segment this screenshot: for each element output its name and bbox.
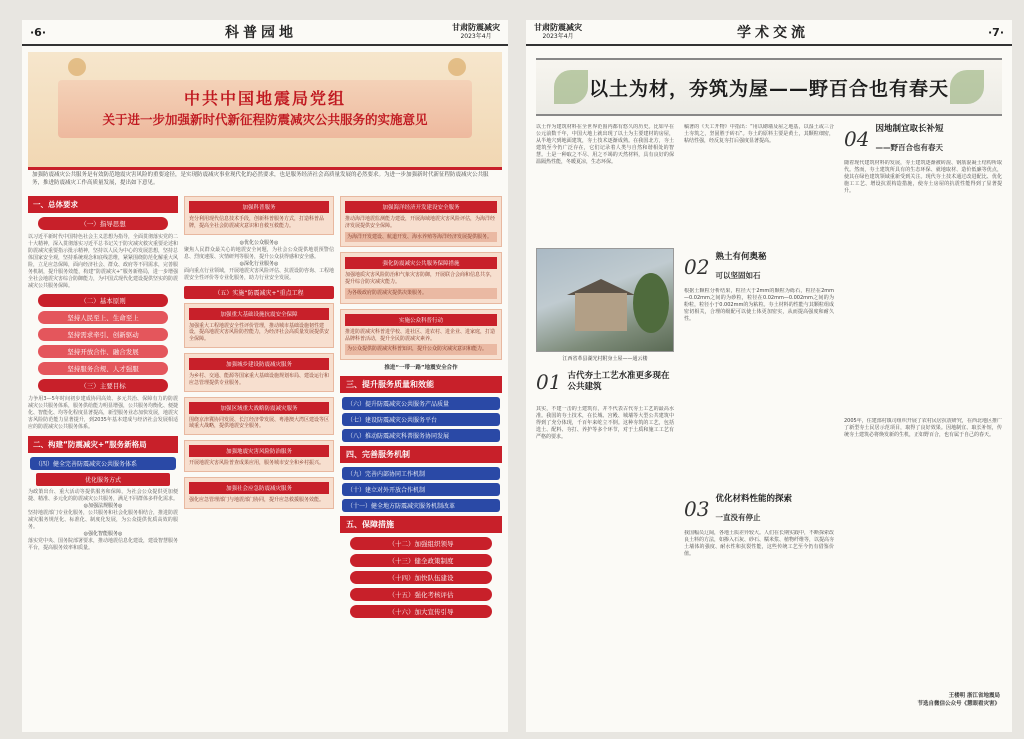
info-box: 加强海洋经济开发建设安全服务 推动海洋地震监测能力建设，开展海域地震灾害风险评估，为海洋经济发展提供安全保障。 为海洋开发建设、航道开发、海水养殖等海洋经济发展提供服务。 — [340, 196, 502, 247]
info-box: 实施公众科普行动 推进防震减灾科普进学校、进社区、进农村、进企业、进家庭，打造品牌科普活动，提升全民防震减灾素养。 为公众提供防震减灾科普知识，提升公众防灾减灾意识和能力。 — [340, 309, 502, 360]
article-text: 2005年，住建部村镇司组织开展了农村民居抗震研究，在西北地区推广了新型夯土民居示范项目，取得了良好效果。因地制宜、取长补短，传统夯土建筑必将焕发新的生机，正如野百合，也有属于自己的春天。 — [844, 418, 1002, 438]
author-credit: 王楼明 浙江省地震局 节选自微信公众号《慧眼看灾害》 — [917, 693, 1000, 707]
mini-heading: ◎优化公众服务◎ — [239, 239, 279, 246]
body-text: 力争用3—5年时间初步建成协同高效、多元共治、保障有力的防震减灾公共服务体系，服务供给能力明显增强，公共服务均衡化、便捷化、智能化、均等化程度显著提高，新型服务业态加快发展，地震灾害风险防范能力显著提升，到2035年基本建成与经济社会发展相适应的防震减灾公共服务体系。 — [28, 396, 179, 430]
body-text: 为政策出台、重大活动等提供服务和保障，为社会公众提供更加便捷、精准、多元化的防震减灾公共服务，满足不同群体多样化需求。 — [28, 489, 179, 502]
banner-subtitle: 关于进一步加强新时代新征程防震减灾公共服务的实施意见 — [102, 112, 428, 127]
measure-item: （十六）加大宣传引导 — [350, 605, 492, 618]
info-box: 加强地震灾害风险防治服务 开展地震灾害风险普查成果应用，服务城市安全和乡村振兴。 — [184, 440, 334, 472]
photo-tree — [633, 273, 669, 333]
measure-item: （十五）强化考核评估 — [350, 588, 492, 601]
mini-heading: ◎深化行业服务◎ — [239, 260, 279, 267]
measure-item: （十四）加快队伍建设 — [350, 571, 492, 584]
subheading-02: 02 熟土有何奥秘 可以坚固如石 — [684, 252, 767, 280]
page-number: ·6· — [30, 25, 47, 39]
body-text: 聚焦人民群众最关心的地震安全问题，为社会公众提供地震预警信息、烈度速报、灾情研判等服务，提升公众获得感和安全感。 — [184, 246, 334, 260]
section-heading: 三、提升服务质量和效能 — [340, 376, 502, 393]
subheading-03: 03 优化材料性能的探索 一直没有停止 — [684, 494, 792, 522]
blue-bar: （九）完善内部协同工作机制 — [342, 467, 500, 480]
article-title-block — [536, 58, 1002, 116]
mini-heading: ◎强化智能服务◎ — [83, 531, 123, 537]
subsection-pill: （二）基本原则 — [38, 294, 168, 307]
blue-bar: （八）推动防震减灾科普服务协同发展 — [342, 429, 500, 442]
left-column-1 — [28, 196, 178, 552]
decorative-lantern-icon — [68, 58, 86, 76]
decorative-lantern-icon — [448, 58, 466, 76]
info-box: 加强城乡建设防震减灾服务 为乡村、交通、能源等国家重大基础设施规划布局、建设运行和应急管理提供专业服务。 — [184, 353, 334, 392]
blue-bar: （十一）健全地方防震减灾服务机制改革 — [342, 499, 500, 512]
section-title: 学术交流 — [737, 25, 809, 41]
subheading-04: 04 因地制宜取长补短 ——野百合也有春天 — [844, 124, 944, 152]
left-page — [22, 20, 508, 732]
mini-heading: 优化服务方式 — [36, 473, 170, 486]
principle-item: 坚持人民至上、生命至上 — [38, 311, 168, 324]
section-heading: 五、保障措施 — [340, 516, 502, 533]
article-title: 以土为材，夯筑为屋——野百合也有春天 — [588, 78, 949, 100]
section-heading: 二、构建“防震减灾+”服务新格局 — [28, 436, 178, 453]
measure-item: （十三）健全政策制度 — [350, 554, 492, 567]
right-running-header — [526, 20, 1012, 46]
right-page — [526, 20, 1012, 732]
info-box: 强化防震减灾公共服务保障措施 加强地质灾害风险防治和气象灾害防御，开展联合会商和信息共享，提升综合防灾减灾能力。 为各级政府防震减灾提供决策服务。 — [340, 252, 502, 303]
body-text: 落实党中央、国务院部署要求，推动地震信息化建设，建设智慧服务平台，提高服务效率和质量。 — [28, 538, 179, 551]
policy-banner — [28, 52, 502, 170]
banner-title: 中共中国地震局党组 — [183, 89, 346, 108]
blue-bar: （七）建设防震减灾公共服务平台 — [342, 413, 500, 426]
article-text: 稿著的《天工开物》中指出：“用以砌墙及屋之地基，以湿土或三合土夯筑之，坚固胜于砖石”。夯土的原料主要是黄土，其颗粒细密，粘结性强，经反复夯打后强度显著提高。 — [684, 124, 834, 144]
body-text: 坚持地震部门专业化服务，公共服务和社会化服务相结合，推进防震减灾服务规范化、标准化、制度化发展，为公众提供优质高效的服务。 — [28, 510, 179, 530]
article-text: 以土作为建筑材料在全世界范围内都有悠久的历史。比如早在公元前数千年，中国大地上就出现了以土为主要建材的房屋，从半地穴到地面建筑，夯土技术逐渐成熟。在我国北方，夯土建筑至今仍广泛存在，它们记录着人类与自然和谐相处的智慧。土是一种取之不尽、用之不竭的天然材料，具有良好的保温隔热性能，冬暖夏凉，生态环保。 — [536, 124, 674, 165]
principle-item: 坚持需求牵引、创新驱动 — [38, 328, 168, 341]
highlight-line: 推进“一带一路”地震安全合作 — [384, 365, 458, 372]
masthead: 甘肃防震减灾 2023年4月 — [534, 23, 582, 40]
blue-bar: （四）健全完善防震减灾公共服务体系 — [30, 457, 176, 470]
principle-item: 坚持服务合规、人才强服 — [38, 362, 168, 375]
left-column-3 — [340, 196, 502, 622]
measure-item: （十二）加强组织领导 — [350, 537, 492, 550]
blue-bar: （六）提升防震减灾公共服务产品质量 — [342, 397, 500, 410]
section-heading: 四、完善服务机制 — [340, 446, 502, 463]
subheading-01: 01 古代夯土工艺水准更多现在公共建筑 — [536, 370, 670, 394]
principle-item: 坚持开放合作、融合发展 — [38, 345, 168, 358]
article-text: 我国幅员辽阔，各地土质差异较大。人们在长期实践中，不断探索改良土料的方法，如掺入石灰、砂石、糯米浆、植物纤维等，以提高夯土墙体的强度、耐水性和抗裂性能，这些传统工艺至今仍有借鉴价值。 — [684, 530, 834, 557]
mini-heading: ◎加强法规服务◎ — [83, 503, 123, 509]
section-title: 科普园地 — [225, 25, 297, 41]
body-text: 面向重点行业领域，开展地震灾害风险评估、抗震设防咨询、工程地震安全性评价等专业化服务，助力行业安全发展。 — [184, 267, 335, 281]
section-heading: 一、总体要求 — [28, 196, 178, 213]
info-box: 加强科普服务 充分利用现代信息技术手段，创新科普服务方式，打造科普品牌，提高全社会防震减灾意识和自救互救能力。 — [184, 196, 334, 235]
photo-house — [575, 293, 627, 331]
article-text: 其实，不建一击的土建筑有，并不代表古代夯土工艺的最高水准。我国的夯土技术，在长城、宫殿、城墙等大型公共建筑中得到了充分体现，千百年来屹立不倒。这种夯筑的工艺，包括选土、配料、夯打、养护等多个环节，对于土质和施工工艺有严格的要求。 — [536, 406, 674, 440]
blue-bar: （十）建立对外开放合作机制 — [342, 483, 500, 496]
info-box: 加强区域重大战略防震减灾服务 围绕京津冀协同发展、长江经济带发展、粤港澳大湾区建设等区域重大战略，提供地震安全服务。 — [184, 397, 334, 436]
lead-paragraph: 加强防震减灾公共服务是有效防范地震灾害风险的重要途径，是实现防震减灾事业现代化的必然要求，也是服务经济社会高质量发展的必然要求。为进一步加强新时代新征程防震减灾公共服务，推进防震减灾工作高质量发展，提出如下意见。 — [32, 172, 489, 186]
left-running-header — [22, 20, 508, 46]
photo-caption: 江西省革县湖光村附身土屋——通云楼 — [562, 356, 648, 362]
subsection-pill: （三）主要目标 — [38, 379, 168, 392]
page-number: ·7· — [987, 25, 1004, 39]
subsection-pill: （一）指导思想 — [38, 217, 168, 230]
masthead: 甘肃防震减灾 2023年4月 — [452, 23, 500, 40]
red-bar: （五）实施“防震减灾+”重点工程 — [184, 286, 334, 299]
body-text: 以习近平新时代中国特色社会主义思想为指导，全面贯彻落实党的二十大精神，深入贯彻落实习近平总书记关于防灾减灾救灾重要论述和防震减灾重要指示批示精神，坚持以人民为中心的发展思想，坚持总体国家安全观，坚持系统观念和底线思维，紧紧围绕防范化解重大风险，立足应急保障，面向经济社会、群众、政府等不同需求，完善服务机制，提升服务效能，构建“防震减灾+”服务新格局，进一步增强全社会地震灾害综合防御能力，为中国式现代化建设提供坚实的防震减灾公共服务保障。 — [28, 234, 179, 289]
article-text: 随着现代建筑材料的发展，夯土建筑逐渐被砖混、钢筋混凝土结构所取代。然而，夯土建筑所具有的生态环保、就地取材、造价低廉等优点，使其在绿色建筑领域重新受到关注。现代夯土技术通过改进配比、优化施工工艺、增设抗震构造措施，使夯土房屋的抗震性能得到了显著提升。 — [844, 160, 1002, 194]
earth-house-photo — [536, 248, 674, 352]
left-column-2 — [184, 196, 334, 514]
article-text: 根据土颗粒分析结果，粒径大于2mm的颗粒为砾石，粒径在2mm—0.02mm之间的为砂粒，粒径在0.02mm—0.002mm之间的为粉粒，粒径小于0.002mm的为粘粒。夯土材料的性能与其颗粒组成密切相关，合理的级配可以使土体更加密实，从而提高强度和耐久性。 — [684, 288, 834, 322]
info-box: 加强社会应急防震减灾服务 强化应急管理部门与地震部门协同，提升应急救援服务效能。 — [184, 477, 334, 509]
info-box: 加强重大基础设施抗震安全保障 加强重大工程地震安全性评价管理，推动城市基础设施韧性建设，提高地震灾害风险防控能力，为经济社会高质量发展提供安全保障。 — [184, 303, 334, 348]
